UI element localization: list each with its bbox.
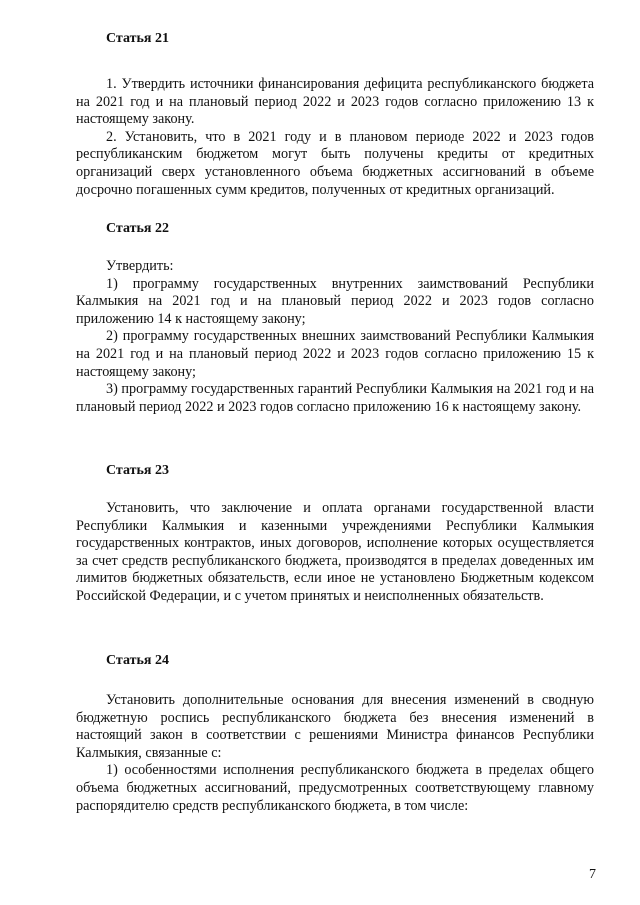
paragraph: 1. Утвердить источники финансирования дефицита республиканского бюджета на 2021 год и на плановый период 2022 и 2023 годов согласно приложению 13 к настоящему закону. — [76, 76, 594, 128]
paragraph: 2) программу государственных внешних заимствований Республики Калмыкия на 2021 год и на плановый период 2022 и 2023 годов согласно приложению 15 к настоящему закону; — [76, 328, 594, 380]
article-body — [76, 500, 594, 606]
article-24 — [76, 652, 594, 815]
article-heading: Статья 23 — [106, 463, 169, 478]
paragraph: Утвердить: — [106, 258, 174, 274]
article-heading: Статья 21 — [106, 31, 169, 46]
paragraph: Установить дополнительные основания для внесения изменений в сводную бюджетную роспись республиканского бюджета без внесения изменений в настоящий закон в соответствии с решениями Министра финансов Республики Калмыкия, связанные с: — [76, 692, 594, 761]
paragraph: 1) особенностями исполнения республиканского бюджета в пределах общего объема бюджетных ассигнований, предусмотренных соответствующему главному распорядителю средств республиканского бюджета, в том числе: — [76, 762, 594, 814]
paragraph: 2. Установить, что в 2021 году и в плановом периоде 2022 и 2023 годов республиканским бюджетом могут быть получены кредиты от кредитных организаций сверх установленного объема бюджетных ассигнований в объеме досрочно погашенных сумм кредитов, полученных от кредитных организаций. — [76, 128, 594, 198]
article-21 — [76, 30, 594, 199]
article-22 — [76, 220, 594, 416]
article-23 — [76, 462, 594, 606]
article-body — [76, 76, 594, 199]
paragraph: Установить, что заключение и оплата органами государственной власти Республики Калмыкия и казенными учреждениями Республики Калмыкия государственных контрактов, иных договоров, исполнение которых осуществляется за счет средств республиканского бюджета, производятся в пределах доведенных им лимитов бюджетных обязательств, если иное не установлено Бюджетным кодексом Российской Федерации, и с учетом принятых и неисполненных обязательств. — [76, 500, 594, 604]
page-number: 7 — [589, 867, 596, 882]
article-body — [76, 258, 594, 416]
paragraph: 1) программу государственных внутренних заимствований Республики Калмыкия на 2021 год и на плановый период 2022 и 2023 годов согласно приложению 14 к настоящему закону; — [76, 275, 594, 327]
article-heading: Статья 22 — [106, 221, 169, 236]
article-heading: Статья 24 — [106, 653, 169, 668]
paragraph: 3) программу государственных гарантий Республики Калмыкия на 2021 год и на плановый период 2022 и 2023 годов согласно приложению 16 к настоящему закону. — [76, 381, 594, 415]
article-body — [76, 692, 594, 815]
